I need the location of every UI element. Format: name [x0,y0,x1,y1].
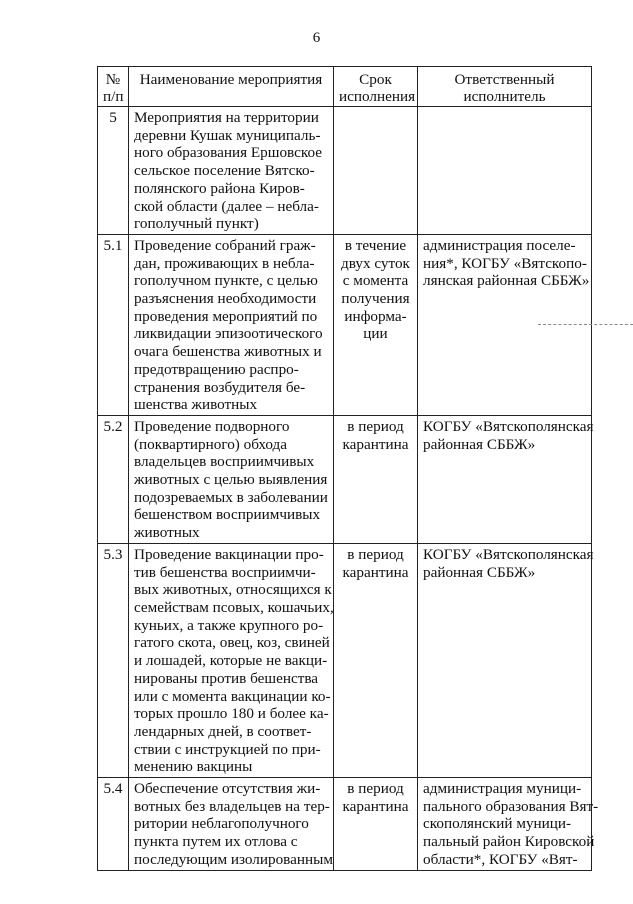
text-line: с момента [342,272,409,290]
text-line: в период [347,780,404,798]
text-line: администрация поселе- [423,236,576,254]
text-line: последующим изолированным [134,850,333,868]
text-line: пальный район Кировской [423,833,595,851]
measure-responsible [418,543,592,777]
measure-term [334,107,418,235]
text-line: полянского района Киров- [134,179,305,197]
measure-term [334,415,418,543]
text-line: ликвидации эпизоотического [134,325,323,343]
text-line: Срок [359,71,392,88]
text-line: КОГБУ «Вятскополянская [423,545,594,563]
header-term [334,67,418,107]
text-line: № [105,71,121,88]
text-line: вых животных, относящихся к [134,581,332,599]
row-number: 5.2 [98,415,129,543]
text-line: нированы против бешенства [134,669,319,687]
text-line: деревни Кушак муниципаль- [134,126,321,144]
table-row [98,778,592,871]
text-line: Проведение собраний граж- [134,236,316,254]
text-line: в период [347,417,404,435]
text-line: ской области (далее – небла- [134,197,319,215]
text-line: в период [347,545,404,563]
text-line: информа- [344,307,407,325]
text-line: двух суток [341,254,410,272]
text-line: торых прошло 180 и более ка- [134,705,329,723]
row-number: 5.4 [98,778,129,871]
text-line: карантина [342,563,409,581]
text-line: менению вакцины [134,758,253,776]
text-line: семействам псовых, кошачьих, [134,598,334,616]
text-line: скополянский муници- [423,815,572,833]
text-line: подозреваемых в заболевании [134,488,328,506]
text-line: шенства животных [134,396,258,414]
text-line: Обеспечение отсутствия жи- [134,780,321,798]
measure-term [334,543,418,777]
text-line: пункта путем их отлова с [134,833,298,851]
text-line: странения возбудителя бе- [134,378,306,396]
measure-responsible [418,107,592,235]
measure-name [129,107,334,235]
text-line: районная СББЖ» [423,563,536,581]
text-line: Проведение вакцинации про- [134,545,324,563]
table-row [98,107,592,235]
table-row [98,415,592,543]
text-line: исполнения [339,88,416,105]
text-line: Мероприятия на территории [134,109,319,126]
text-line: тив бешенства восприимчи- [134,563,316,581]
table-row [98,543,592,777]
text-line: КОГБУ «Вятскополянская [423,417,594,435]
text-line: исполнитель [463,88,546,105]
measure-name [129,415,334,543]
header-name [129,67,334,107]
measure-name [129,234,334,415]
text-line: лянская районная СББЖ» [423,272,590,290]
text-line: ции [363,325,388,343]
text-line: карантина [342,435,409,453]
text-line: предотвращению распро- [134,360,299,378]
text-line: Ответственный [454,71,555,88]
table-header-row [98,67,592,107]
measure-name [129,778,334,871]
text-line: животных с целью выявления [134,471,328,489]
text-line: гатого скота, овец, коз, свиней [134,634,330,652]
page-number: 6 [312,30,321,46]
text-line: сельское поселение Вятско- [134,162,315,180]
row-number: 5.1 [98,234,129,415]
text-line: вотных без владельцев на тер- [134,797,330,815]
text-line: разъяснения необходимости [134,290,317,308]
text-line: владельцев восприимчивых [134,453,315,471]
text-line: бешенством восприимчивых [134,506,321,524]
text-line: ритории неблагополучного [134,815,309,833]
text-line: лендарных дней, в соответ- [134,722,312,740]
text-line: дан, проживающих в небла- [134,254,315,272]
measure-term [334,234,418,415]
header-num [98,67,129,107]
text-line: Наименование мероприятия [139,71,323,88]
measure-responsible [418,415,592,543]
text-line: очага бешенства животных и [134,343,322,361]
text-line: или с момента вакцинации ко- [134,687,331,705]
text-line: области*, КОГБУ «Вят- [423,850,578,868]
text-line: куньих, а также крупного ро- [134,616,324,634]
text-line: в течение [344,236,407,254]
text-line: карантина [342,797,409,815]
header-responsible [418,67,592,107]
margin-scan-mark [538,324,633,325]
text-line: районная СББЖ» [423,435,536,453]
text-line: ния*, КОГБУ «Вятскопо- [423,254,587,272]
text-line: ствии с инструкцией по при- [134,740,321,758]
measures-table [97,66,599,871]
text-line: Проведение подворного [134,417,290,435]
text-line: животных [134,524,200,542]
row-number: 5 [98,107,129,235]
text-line: пального образования Вят- [423,797,599,815]
measure-name [129,543,334,777]
table-row [98,234,592,415]
text-line: (поквартирного) обхода [134,435,288,453]
measure-term [334,778,418,871]
text-line: получения [341,290,410,308]
row-number: 5.3 [98,543,129,777]
text-line: и лошадей, которые не вакци- [134,652,328,670]
text-line: гополучном пункте, с целью [134,272,318,290]
text-line: ного образования Ершовское [134,144,322,162]
text-line: администрация муници- [423,780,582,798]
measure-responsible [418,778,599,871]
text-line: п/п [103,88,124,105]
text-line: гополучный пункт) [134,215,259,233]
text-line: проведения мероприятий по [134,307,318,325]
